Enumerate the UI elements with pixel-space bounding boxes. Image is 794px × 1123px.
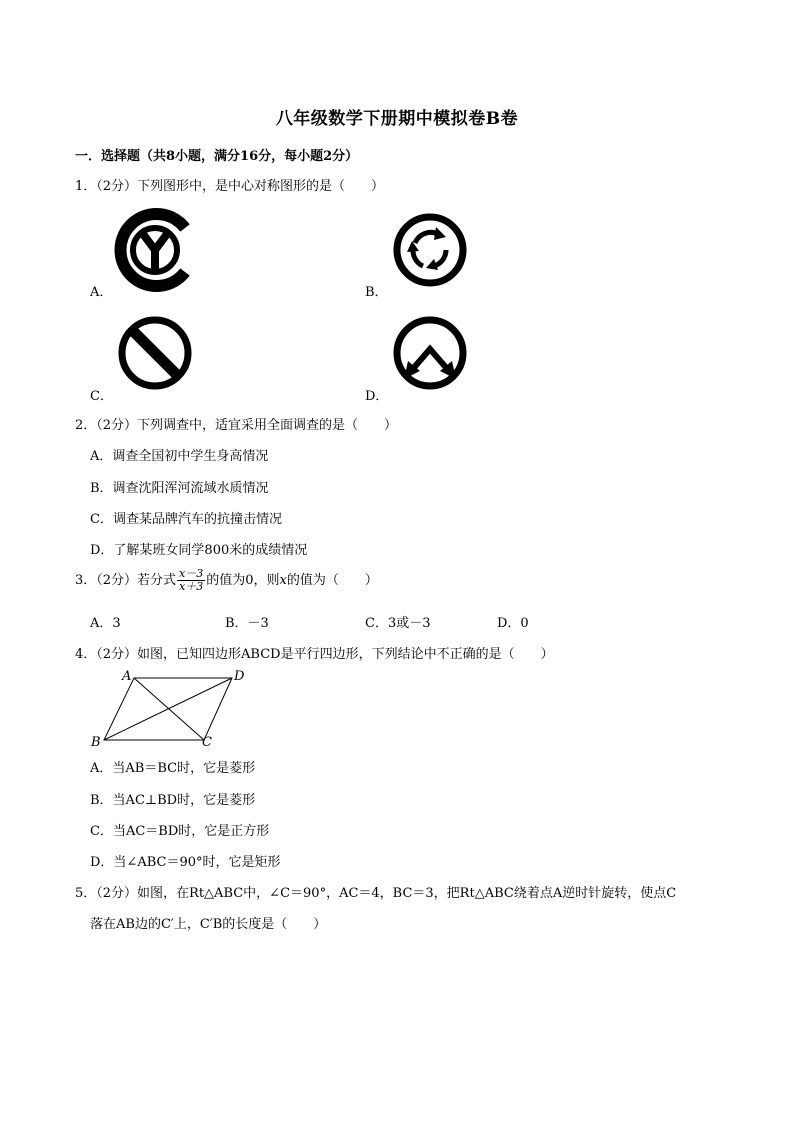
cy-logo-icon [115,210,195,290]
recycle-arrows-icon [390,210,470,290]
question-5-stem-line1: 5．（2分）如图，在Rt△ABC中，∠C＝90°，AC＝4，BC＝3，把Rt△ABC绕着点A逆时针旋转，使点C [75,886,677,901]
question-3-stem [75,568,378,593]
q3-variable: x [279,573,287,588]
q3-stem-prefix: 3．（2分）若分式 [75,573,177,588]
point-label-c: C [202,735,212,750]
point-label-a: A [122,669,132,684]
question-1-stem: 1．（2分）下列图形中，是中心对称图形的是（ ） [75,179,385,194]
q3-fraction-numerator: x－3 [179,567,204,580]
no-entry-icon [115,313,195,393]
q3-stem-middle: 的值为0，则 [206,573,280,588]
q3-option-b: B．－3 [225,616,269,631]
q3-option-c: C．3或－3 [365,616,431,631]
point-label-d: D [234,669,245,684]
question-4-stem: 4．（2分）如图，已知四边形ABCD是平行四边形，下列结论中不正确的是（ ） [75,647,554,662]
q2-option-a: A．调查全国初中学生身高情况 [90,449,269,464]
q4-option-d: D．当∠ABC＝90°时，它是矩形 [90,855,281,870]
page-title: 八年级数学下册期中模拟卷B卷 [275,109,519,129]
q4-option-c: C．当AC＝BD时，它是正方形 [90,824,270,839]
q2-option-c: C．调查某品牌汽车的抗撞击情况 [90,512,282,527]
q3-option-d: D．0 [497,616,529,631]
q3-option-a: A．3 [90,616,121,631]
question-2-stem: 2．（2分）下列调查中，适宜采用全面调查的是（ ） [75,418,398,433]
q1-option-d-label: D． [365,389,389,404]
q1-option-c-label: C． [90,389,113,404]
parallelogram-diagram [88,668,258,750]
q2-option-b: B．调查沈阳浑河流域水质情况 [90,481,269,496]
q3-stem-suffix: 的值为（ ） [286,573,378,588]
q2-option-d: D．了解某班女同学800米的成绩情况 [90,543,308,558]
q1-option-b-label: B． [365,285,388,300]
q4-option-b: B．当AC⊥BD时，它是菱形 [90,793,256,808]
q3-fraction-denominator: x＋3 [179,580,204,593]
q3-fraction [177,568,205,593]
diverge-arrows-icon [390,313,470,393]
point-label-b: B [91,735,101,750]
q1-option-a-label: A． [90,285,113,300]
question-5-stem-line2: 落在AB边的C′上，C′B的长度是（ ） [90,917,327,932]
section-heading: 一．选择题（共8小题，满分16分，每小题2分） [75,149,359,164]
q4-option-a: A．当AB＝BC时，它是菱形 [90,761,256,776]
